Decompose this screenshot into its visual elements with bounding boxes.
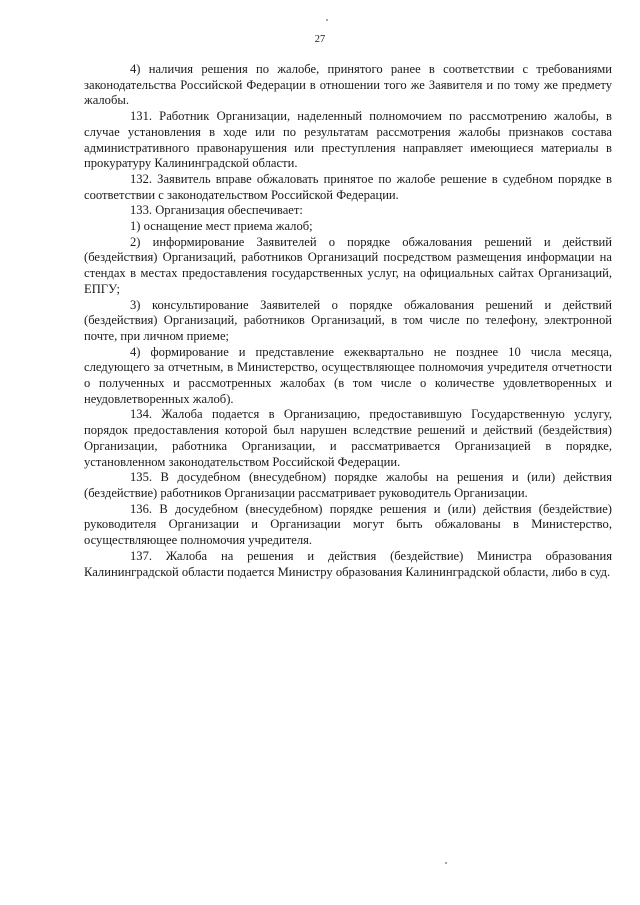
paragraph-135: 135. В досудебном (внесудебном) порядке жалобы на решения и (или) действия (бездействие) работников Организации рассматривает руководитель Организации.	[84, 470, 612, 500]
document-body	[84, 62, 612, 580]
scan-speck	[445, 862, 447, 864]
paragraph-complaint-item-4: 4) наличия решения по жалобе, принятого ранее в соответствии с требованиями законодательства Российской Федерации в отношении того же Заявителя и по тому же предмету жалобы.	[84, 62, 612, 108]
paragraph-133-item-3: 3) консультирование Заявителей о порядке обжалования решений и действий (бездействия) Организаций, работников Организаций, в том числе по телефону, электронной почте, при личном приеме;	[84, 297, 612, 343]
scan-speck	[326, 19, 328, 21]
paragraph-133-item-1: 1) оснащение мест приема жалоб;	[130, 219, 313, 234]
paragraph-136: 136. В досудебном (внесудебном) порядке решения и (или) действия (бездействие) руководителя Организации и Организации могут быть обжалованы в Министерство, осуществляющее полномочия учредителя.	[84, 501, 612, 548]
page-number: 27	[314, 34, 326, 45]
paragraph-133-item-4: 4) формирование и представление ежеквартально не позднее 10 числа месяца, следующего за отчетным, в Министерство, осуществляющее полномочия учредителя отчетности о полученных и рассмотренных жалобах (в том числе о количестве удовлетворенных и неудовлетворенных жалоб).	[84, 344, 612, 406]
paragraph-132: 132. Заявитель вправе обжаловать принятое по жалобе решение в судебном порядке в соответствии с законодательством Российской Федерации.	[84, 171, 612, 202]
paragraph-134: 134. Жалоба подается в Организацию, предоставившую Государственную услугу, порядок предоставления которой был нарушен вследствие решений и действий (бездействия) Организации, работника Организации, и рассматривается Организацией в порядке, установленном законодательством Российской Федерации.	[84, 407, 612, 469]
paragraph-131: 131. Работник Организации, наделенный полномочием по рассмотрению жалобы, в случае установления в ходе или по результатам рассмотрения жалобы признаков состава административного правонарушения или преступления направляет имеющиеся материалы в прокуратуру Калининградской области.	[84, 109, 612, 171]
paragraph-133-item-2: 2) информирование Заявителей о порядке обжалования решений и действий (бездействия) Организаций, работников Организаций посредством размещения информации на стендах в местах предоставления государственных услуг, на официальных сайтах Организаций, ЕПГУ;	[84, 234, 612, 296]
paragraph-137: 137. Жалоба на решения и действия (бездействие) Министра образования Калининградской области подается Министру образования Калининградской области, либо в суд.	[84, 548, 612, 579]
paragraph-133: 133. Организация обеспечивает:	[130, 203, 303, 218]
